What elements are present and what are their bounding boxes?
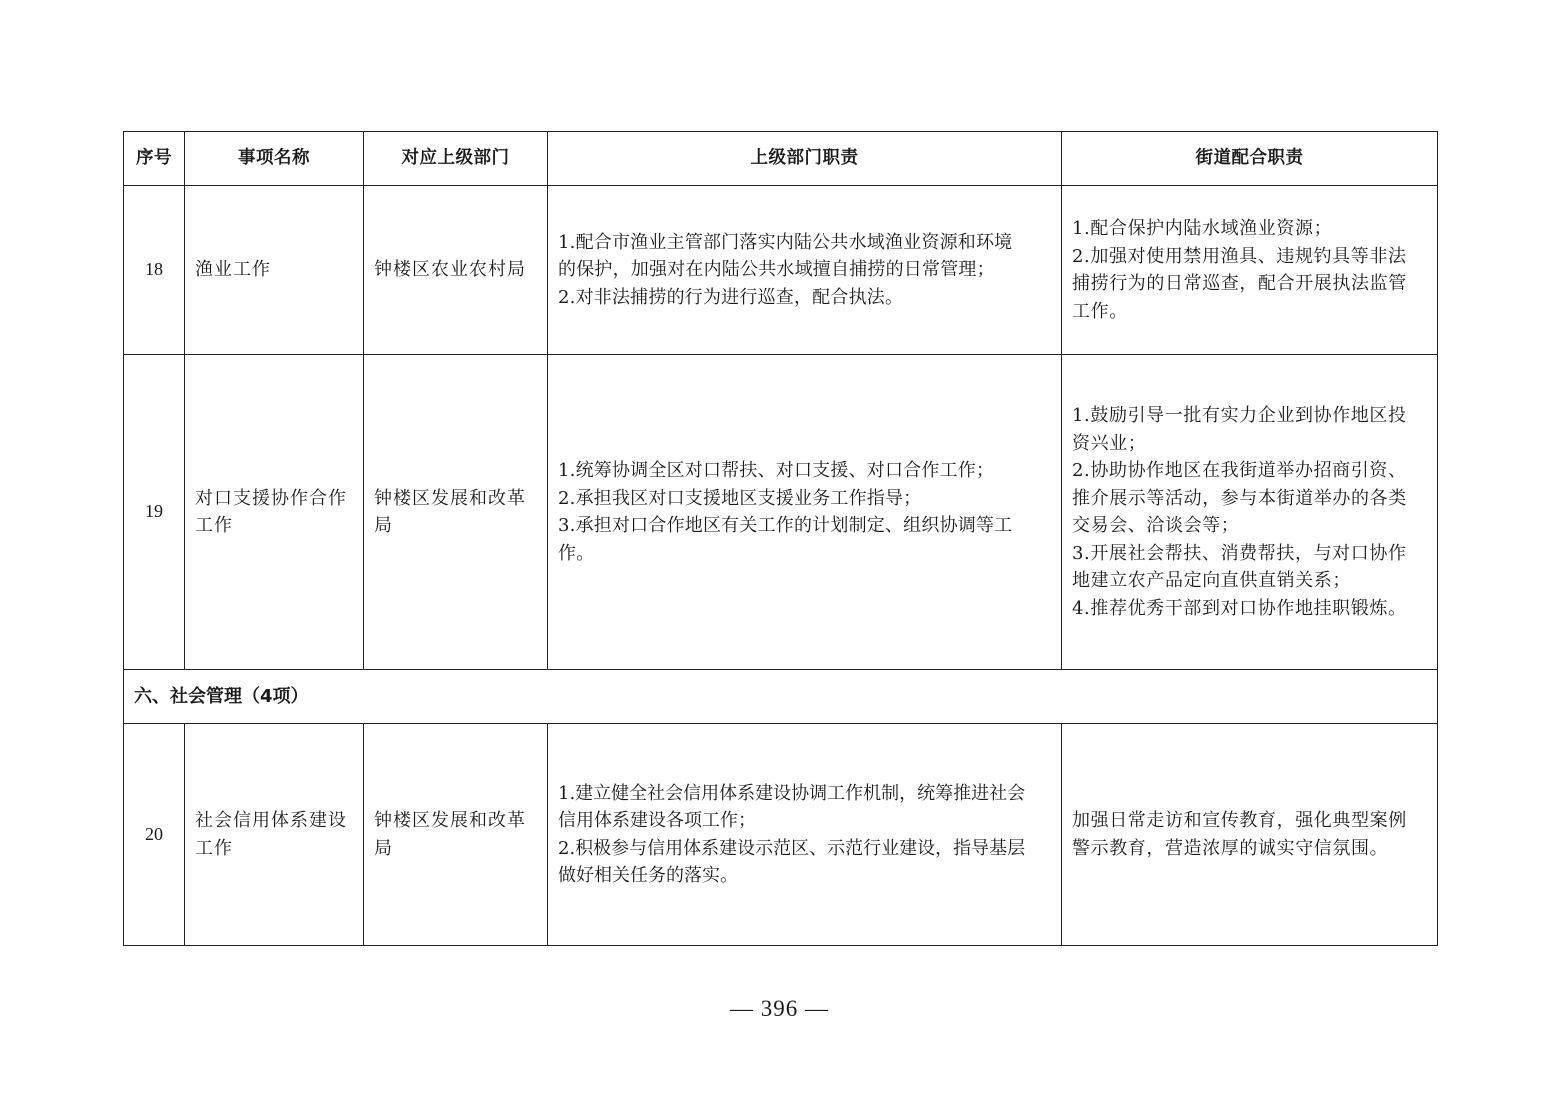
text-line: 社会信用体系建设 [195, 810, 347, 831]
row-number: 18 [124, 186, 185, 355]
text-line: 钟楼区发展和改革 [374, 487, 526, 509]
header-no: 序号 [124, 132, 185, 186]
upper-duty [548, 186, 1062, 355]
item-name [185, 355, 364, 670]
text-line: 工作 [195, 837, 233, 859]
text-line: 1.鼓励引导一批有实力企业到协作地区投 [1072, 405, 1407, 426]
upper-dept [364, 186, 548, 355]
upper-dept [364, 355, 548, 670]
text-line: 作。 [558, 542, 595, 564]
text-line: 工作 [195, 515, 233, 536]
header-street-duty: 街道配合职责 [1062, 132, 1438, 186]
row-number: 19 [124, 355, 185, 670]
text-line: 信用体系建设各项工作； [558, 810, 756, 831]
text-line: 警示教育，营造浓厚的诚实守信氛围。 [1072, 837, 1389, 859]
text-line: 交易会、洽谈会等； [1072, 515, 1240, 536]
text-line: 的保护，加强对在内陆公共水域擅自捕捞的日常管理； [558, 259, 995, 281]
table-row [124, 355, 1438, 670]
table-row [124, 186, 1438, 355]
text-line: 钟楼区发展和改革 [374, 810, 526, 831]
page-number: — 396 — [730, 996, 829, 1021]
text-line: 资兴业； [1072, 432, 1147, 454]
text-line: 2.承担我区对口支援地区支援业务工作指导； [558, 487, 922, 509]
header-upper-dept: 对应上级部门 [364, 132, 548, 186]
text-line: 1.配合保护内陆水域渔业资源； [1072, 218, 1333, 239]
text-line: 1.建立健全社会信用体系建设协调工作机制，统筹推进社会 [558, 782, 1026, 804]
text-line: 3.开展社会帮扶、消费帮扶，与对口协作 [1072, 542, 1407, 564]
text-line: 1.统筹协调全区对口帮扶、对口支援、对口合作工作； [558, 460, 995, 481]
text-line: 推介展示等活动，参与本街道举办的各类 [1072, 487, 1407, 509]
table-row [124, 724, 1438, 946]
header-upper-duty: 上级部门职责 [548, 132, 1062, 186]
section-title: 六、社会管理（4项） [124, 670, 1438, 724]
text-line: 2.加强对使用禁用渔具、违规钓具等非法 [1072, 245, 1407, 267]
text-line: 1.配合市渔业主管部门落实内陆公共水域渔业资源和环境 [558, 231, 1013, 253]
text-line: 钟楼区农业农村局 [374, 259, 526, 281]
upper-duty [548, 355, 1062, 670]
header-item-name: 事项名称 [185, 132, 364, 186]
header-row [124, 132, 1438, 186]
text-line: 做好相关任务的落实。 [558, 865, 738, 886]
section-row [124, 670, 1438, 724]
text-line: 4.推荐优秀干部到对口协作地挂职锻炼。 [1072, 597, 1407, 619]
row-number: 20 [124, 724, 185, 946]
street-duty [1062, 355, 1438, 670]
text-line: 捕捞行为的日常巡查，配合开展执法监管 [1072, 273, 1407, 294]
text-line: 工作。 [1072, 300, 1128, 322]
text-line: 2.积极参与信用体系建设示范区、示范行业建设，指导基层 [558, 837, 1026, 859]
text-line: 对口支援协作合作 [195, 487, 347, 509]
upper-dept [364, 724, 548, 946]
text-line: 渔业工作 [195, 259, 271, 281]
text-line: 地建立农产品定向直供直销关系； [1072, 570, 1351, 591]
text-line: 局 [374, 515, 393, 536]
street-duty [1062, 186, 1438, 355]
item-name [185, 724, 364, 946]
upper-duty [548, 724, 1062, 946]
text-line: 2.对非法捕捞的行为进行巡查，配合执法。 [558, 286, 904, 308]
text-line: 3.承担对口合作地区有关工作的计划制定、组织协调等工 [558, 515, 1013, 536]
text-line: 加强日常走访和宣传教育，强化典型案例 [1072, 810, 1407, 831]
street-duty [1062, 724, 1438, 946]
text-line: 局 [374, 837, 393, 859]
item-name [185, 186, 364, 355]
duty-table [123, 131, 1438, 946]
text-line: 2.协助协作地区在我街道举办招商引资、 [1072, 460, 1407, 481]
